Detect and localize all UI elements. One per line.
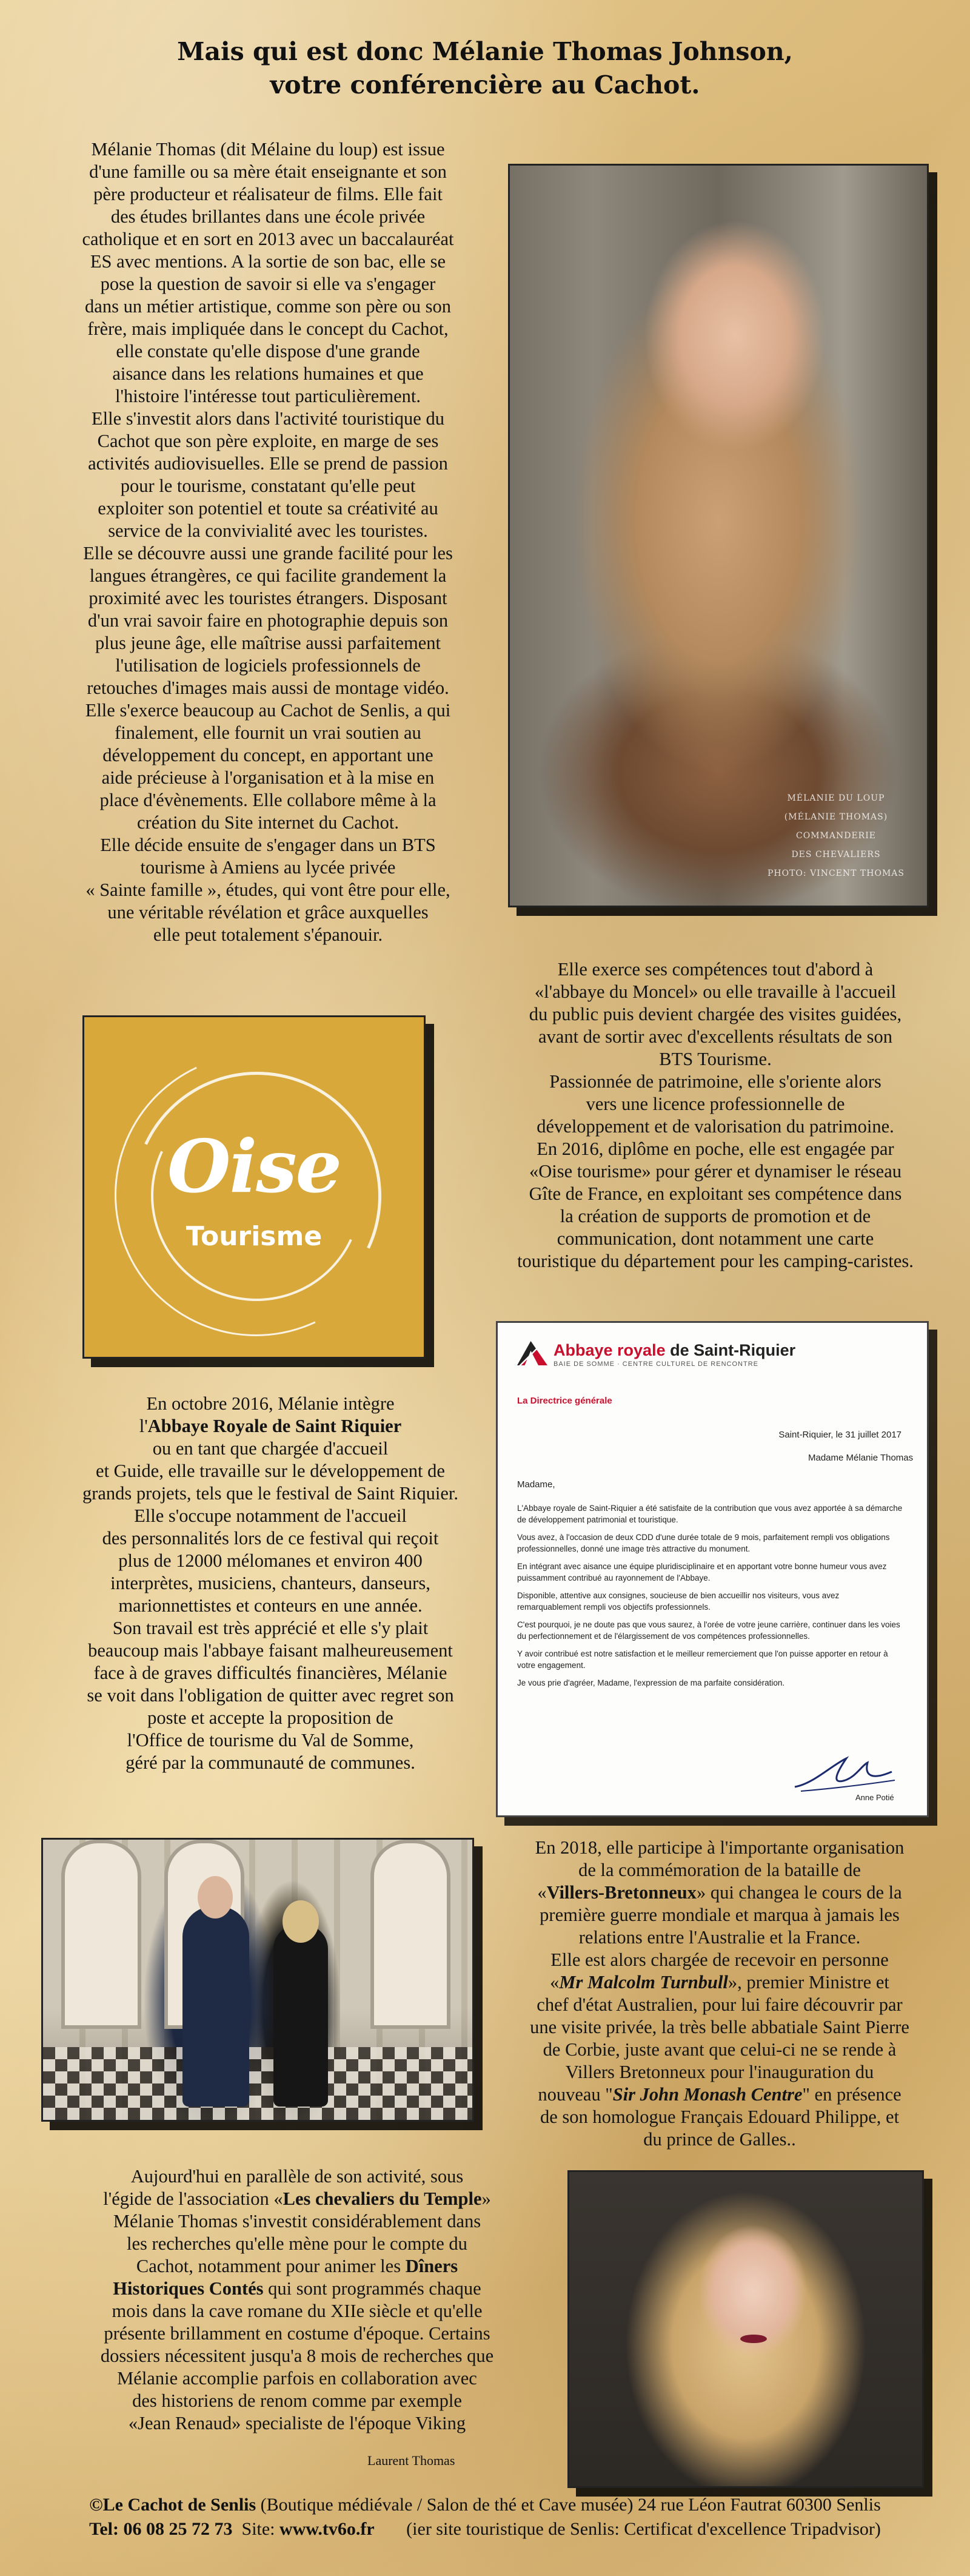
text-line: beaucoup mais l'abbaye faisant malheureusement xyxy=(88,1640,453,1661)
text-line: DES CHEVALIERS xyxy=(791,850,881,859)
text-line: l'Abbaye Royale de Saint Riquier xyxy=(139,1416,402,1436)
text-line: Passionnée de patrimoine, elle s'oriente alors xyxy=(549,1071,881,1092)
footer-line-1: ©Le Cachot de Senlis (Boutique médiévale / Salon de thé et Cave musée) 24 rue Léon Fautrat 60300 Senlis xyxy=(89,2495,881,2515)
chevaliers-du-temple xyxy=(36,2165,558,2435)
text-line: père producteur et réalisateur de films. Elle fait xyxy=(93,184,443,204)
text-line: exploiter son potentiel et toute sa créativité au xyxy=(98,498,438,519)
brand-name: ©Le Cachot de Senlis xyxy=(89,2495,256,2515)
text-line: relations entre l'Australie et la France. xyxy=(578,1927,861,1948)
portrait-caption xyxy=(763,785,909,887)
text-line: des personnalités lors de ce festival qui reçoit xyxy=(102,1528,439,1549)
text-line: du public puis devient chargée des visites guidées, xyxy=(529,1004,902,1024)
text-line: création du Site internet du Cachot. xyxy=(137,812,399,833)
text-line: les recherches qu'elle mène pour le compte du xyxy=(127,2233,467,2254)
text-line: des études brillantes dans une école privée xyxy=(110,206,426,227)
text-line: place d'évènements. Elle collabore même à la xyxy=(99,790,436,810)
text-line: (MÉLANIE THOMAS) xyxy=(784,812,888,822)
abbey-logo-icon xyxy=(517,1341,547,1365)
text-line: Mélanie Thomas s'investit considérablement dans xyxy=(113,2211,481,2231)
text-line: dans un métier artistique, comme son père ou son xyxy=(85,296,451,317)
text-line: une visite privée, la très belle abbatiale Saint Pierre xyxy=(530,2017,909,2037)
phone-number: Tel: 06 08 25 72 73 xyxy=(89,2519,233,2539)
letter-paragraph: L'Abbaye royale de Saint-Riquier a été satisfaite de la contribution que vous avez apportée à sa démarche de développement patrimonial et touristique. xyxy=(517,1504,903,1524)
text-line: l'égide de l'association «Les chevaliers du Temple» xyxy=(103,2188,491,2209)
text-line: plus jeune âge, elle maîtrise aussi parfaitement xyxy=(95,633,441,653)
text-line: aide précieuse à l'organisation et à la mise en xyxy=(101,767,435,788)
text-line: aisance dans les relations humaines et que xyxy=(112,363,424,384)
text-line: Gîte de France, en exploitant ses compétence dans xyxy=(529,1183,902,1204)
text-line: Mélanie Thomas (dit Mélaine du loup) est issue xyxy=(91,139,445,160)
abbey-name: Abbaye Royale de Saint Riquier xyxy=(147,1416,402,1436)
letter-signer: Anne Potié xyxy=(855,1793,894,1802)
biography-intro xyxy=(56,138,480,946)
text-line: «Villers-Bretonneux» qui changea le cours de la xyxy=(537,1882,902,1903)
text-line: ou en tant que chargée d'accueil xyxy=(152,1438,389,1459)
career-saint-riquier xyxy=(52,1393,489,1774)
text-line: pour le tourisme, constatant qu'elle peut xyxy=(120,476,416,496)
text-line: de Corbie, juste avant que celui-ci ne se rende à xyxy=(543,2039,897,2060)
text-line: «l'abbaye du Moncel» ou elle travaille à l'accueil xyxy=(534,981,897,1002)
text-line: Villers Bretonneux pour l'inauguration du xyxy=(565,2062,874,2082)
text-line: «Oise tourisme» pour gérer et dynamiser le réseau xyxy=(529,1161,902,1182)
letter-paragraph: Je vous prie d'agréer, Madame, l'expression de ma parfaite considération. xyxy=(517,1678,785,1687)
text-line: de son homologue Français Edouard Philippe, et xyxy=(540,2107,900,2127)
text-line: dossiers nécessitent jusqu'a 8 mois de recherches que xyxy=(100,2346,494,2366)
villers-bretonneux-commemoration xyxy=(486,1837,953,2151)
author-signoff: Laurent Thomas xyxy=(367,2453,455,2468)
text-line: mois dans la cave romane du XIIe siècle et qu'elle xyxy=(112,2301,483,2321)
text-line: «Jean Renaud» specialiste de l'époque Viking xyxy=(128,2413,466,2433)
website-link[interactable]: www.tv6o.fr xyxy=(279,2519,375,2539)
footer xyxy=(0,2493,970,2541)
text-line: En 2016, diplôme en poche, elle est engagée par xyxy=(537,1138,894,1159)
text-line: Elle décide ensuite de s'engager dans un BTS xyxy=(100,835,436,855)
text-line: de la commémoration de la bataille de xyxy=(578,1860,861,1880)
text-line: Elle se découvre aussi une grande facilité pour les xyxy=(83,543,453,563)
text-line: proximité avec les touristes étrangers. Disposant xyxy=(89,588,447,608)
text-line: géré par la communauté de communes. xyxy=(125,1752,415,1773)
signature-icon xyxy=(789,1754,898,1796)
text-line: ES avec mentions. A la sortie de son bac, elle se xyxy=(90,251,446,272)
text-line: plus de 12000 mélomanes et environ 400 xyxy=(118,1550,423,1571)
letter-date: Saint-Riquier, le 31 juillet 2017 xyxy=(778,1430,901,1440)
text-line: catholique et en sort en 2013 avec un baccalauréat xyxy=(82,229,454,249)
title-line-1: Mais qui est donc Mélanie Thomas Johnson, xyxy=(177,37,793,66)
text-line: du prince de Galles.. xyxy=(643,2129,796,2150)
text-line: Historiques Contés qui sont programmés chaque xyxy=(113,2278,481,2299)
letter-department: La Directrice générale xyxy=(517,1396,612,1406)
text-line: finalement, elle fournit un vrai soutien au xyxy=(115,722,421,743)
footer-line-2: Tel: 06 08 25 72 73 Site: www.tv6o.fr (ier site touristique de Senlis: Certificat d'excellence Tripadvisor) xyxy=(89,2519,881,2539)
text-line: tourisme à Amiens au lycée privée xyxy=(140,857,396,878)
text-line: Son travail est très apprécié et elle s'y plait xyxy=(112,1618,429,1638)
text-line: vers une licence professionnelle de xyxy=(586,1094,845,1114)
oise-logo-word: Oise xyxy=(167,1124,341,1209)
text-line: face à de graves difficultés financières, Mélanie xyxy=(93,1663,447,1683)
page-title xyxy=(0,35,970,102)
text-line: présente brillamment en costume d'époque. Certains xyxy=(104,2323,490,2344)
text-line: des historiens de renom comme par exemple xyxy=(132,2390,462,2411)
letter-recipient: Madame Mélanie Thomas xyxy=(808,1453,914,1463)
letter-paragraph: Vous avez, à l'occasion de deux CDD d'une durée totale de 9 mois, parfaitement rempli vos obligations professionnelles, donné une image très attractive du monument. xyxy=(517,1533,890,1553)
text-line: BTS Tourisme. xyxy=(659,1049,772,1069)
text-line: En octobre 2016, Mélanie intègre xyxy=(146,1393,395,1414)
text-line: développement du concept, en apportant une xyxy=(102,745,433,765)
text-line: une véritable révélation et grâce auxquelles xyxy=(107,902,429,923)
text-line: se voit dans l'obligation de quitter avec regret son xyxy=(87,1685,454,1706)
text-line: frère, mais impliquée dans le concept du Cachot, xyxy=(87,318,449,339)
tourisme-logo-word: Tourisme xyxy=(186,1221,323,1252)
text-line: marionnettistes et conteurs en une année. xyxy=(118,1595,423,1616)
text-line: retouches d'images mais aussi de montage vidéo. xyxy=(87,678,449,698)
portrait-photo-melanie xyxy=(508,164,929,907)
text-line: Elle s'occupe notamment de l'accueil xyxy=(134,1505,407,1526)
text-line: Elle s'exerce beaucoup au Cachot de Senlis, a qui xyxy=(85,700,451,721)
text-line: l'histoire l'intéresse tout particulièrement. xyxy=(115,386,421,406)
oise-tourisme-logo xyxy=(82,1015,426,1359)
text-line: développement et de valorisation du patrimoine. xyxy=(537,1116,894,1137)
text-line: elle peut totalement s'épanouir. xyxy=(153,924,383,945)
text-line: «Mr Malcolm Turnbull», premier Ministre et xyxy=(550,1972,889,1993)
text-line: Elle s'investit alors dans l'activité touristique du xyxy=(92,408,444,429)
portrait-photo-melanie-2 xyxy=(567,2170,924,2488)
text-line: « Sainte famille », études, qui vont être pour elle, xyxy=(85,879,450,900)
text-line: Cachot, notamment pour animer les Dîners xyxy=(136,2256,458,2276)
text-line: nouveau "Sir John Monash Centre" en présence xyxy=(538,2084,901,2105)
text-line: l'utilisation de logiciels professionnels de xyxy=(115,655,421,676)
photo-turnbull-visit xyxy=(41,1838,474,2122)
letter-paragraph: En intégrant avec aisance une équipe pluridisciplinaire et en apportant votre bonne humeur vous avez puissamment contribué au rayonnement de l'Abbaye. xyxy=(517,1562,887,1582)
text-line: MÉLANIE DU LOUP xyxy=(787,793,885,803)
letter-organization-subtitle: BAIE DE SOMME · CENTRE CULTUREL DE RENCONTRE xyxy=(554,1360,758,1368)
text-line: première guerre mondiale et marqua à jamais les xyxy=(540,1905,900,1925)
text-line: d'une famille ou sa mère était enseignante et son xyxy=(89,161,447,182)
text-line: elle constate qu'elle dispose d'une grande xyxy=(116,341,420,362)
recommendation-letter xyxy=(496,1321,929,1817)
letter-paragraph: Disponible, attentive aux consignes, soucieuse de bien accueillir nos visiteurs, vous avez remarquablement rempli vos objectifs professionnels. xyxy=(517,1591,840,1612)
text-line: interprètes, musiciens, chanteurs, danseurs, xyxy=(110,1573,430,1593)
letter-paragraph: C'est pourquoi, je ne doute pas que vous saurez, à l'orée de votre jeune carrière, continuer dans les voies du perfectionnement et de l'élargissement de vos compétences professionnelles. xyxy=(517,1620,900,1641)
text-line: poste et accepte la proposition de xyxy=(147,1707,393,1728)
text-line: En 2018, elle participe à l'importante organisation xyxy=(535,1837,905,1858)
text-line: COMMANDERIE xyxy=(796,831,876,841)
text-line: Elle exerce ses compétences tout d'abord à xyxy=(557,959,874,980)
letter-paragraph: Y avoir contribué est notre satisfaction et le meilleur remerciement que l'on puisse apporter en retour à votre engagement. xyxy=(517,1649,888,1670)
letter-organization: Abbaye royale de Saint-Riquier xyxy=(554,1341,796,1359)
text-line: Elle est alors chargée de recevoir en personne xyxy=(550,1949,889,1970)
text-line: et Guide, elle travaille sur le développement de xyxy=(96,1461,445,1481)
text-line: l'Office de tourisme du Val de Somme, xyxy=(127,1730,414,1750)
text-line: service de la convivialité avec les touristes. xyxy=(108,520,428,541)
text-line: touristique du département pour les camping-caristes. xyxy=(517,1251,914,1271)
text-line: activités audiovisuelles. Elle se prend de passion xyxy=(88,453,448,474)
text-line: pose la question de savoir si elle va s'engager xyxy=(100,274,436,294)
text-line: avant de sortir avec d'excellents résultats de son xyxy=(538,1026,892,1047)
text-line: langues étrangères, ce qui facilite grandement la xyxy=(89,565,447,586)
text-line: Cachot que son père exploite, en marge de ses xyxy=(97,431,439,451)
title-line-2: votre conférencière au Cachot. xyxy=(270,70,700,99)
text-line: communication, dont notamment une carte xyxy=(557,1228,874,1249)
text-line: d'un vrai savoir faire en photographie depuis son xyxy=(87,610,449,631)
text-line: la création de supports de promotion et de xyxy=(560,1206,871,1226)
career-oise-tourisme xyxy=(479,958,952,1273)
text-line: Mélanie accomplie parfois en collaboration avec xyxy=(117,2368,477,2389)
text-line: grands projets, tels que le festival de Saint Riquier. xyxy=(82,1483,459,1504)
letter-salutation: Madame, xyxy=(517,1479,555,1490)
text-line: chef d'état Australien, pour lui faire découvrir par xyxy=(537,1994,903,2015)
letter-body xyxy=(517,1502,903,1695)
text-line: PHOTO: VINCENT THOMAS xyxy=(767,869,905,878)
text-line: Aujourd'hui en parallèle de son activité, sous xyxy=(130,2166,464,2187)
